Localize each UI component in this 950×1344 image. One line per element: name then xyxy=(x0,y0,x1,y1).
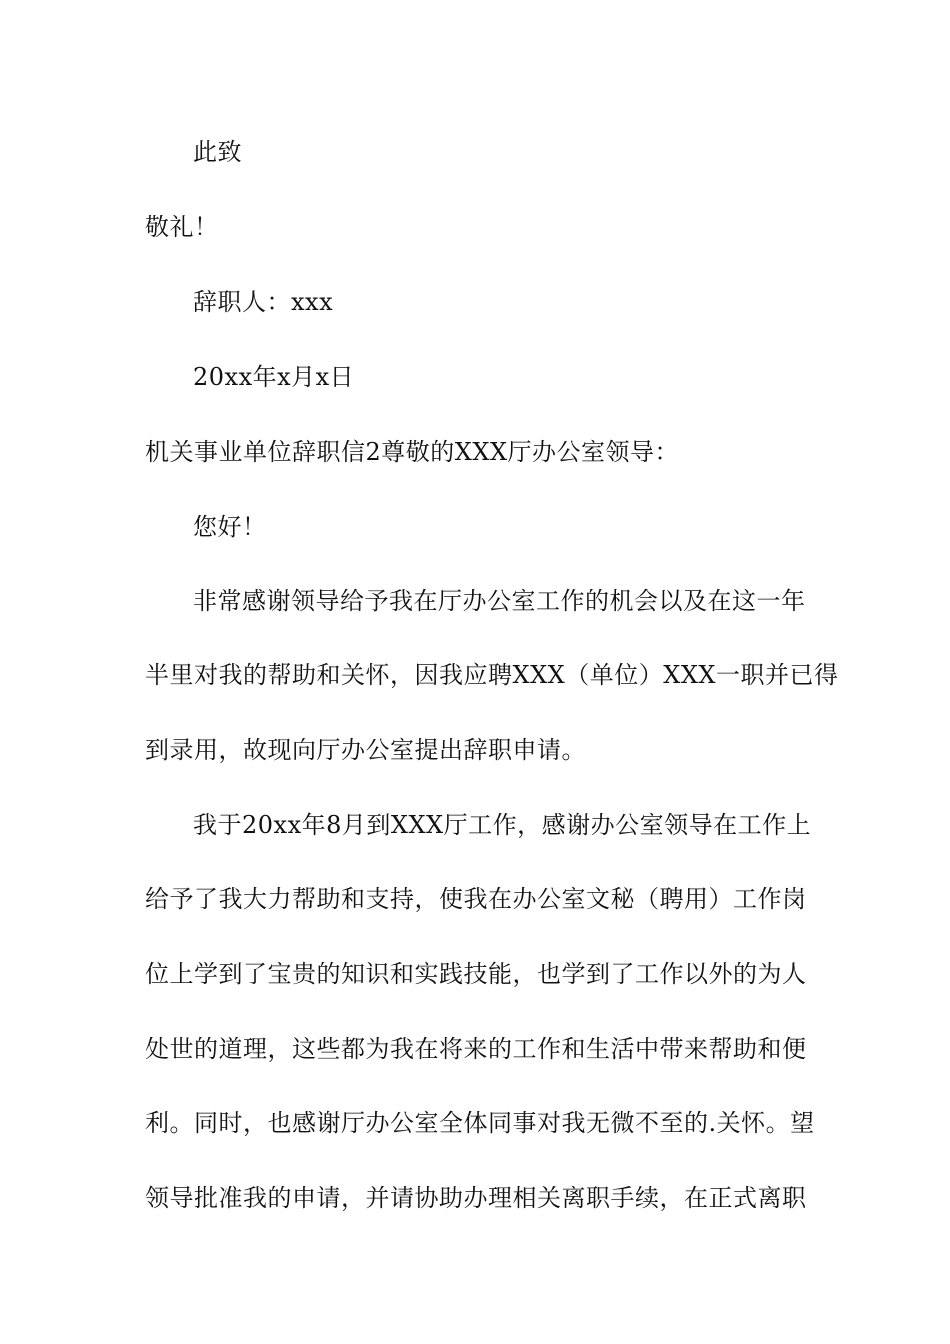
paragraph-line: 利。同时，也感谢厅办公室全体同事对我无微不至的.关怀。望 xyxy=(145,1109,815,1137)
paragraph-line: 给予了我大力帮助和支持，使我在办公室文秘（聘用）工作岗 xyxy=(145,885,807,913)
signature-date: 20xx年x月x日 xyxy=(193,363,355,391)
letter-heading-greeting: 机关事业单位辞职信2尊敬的XXX厅办公室领导： xyxy=(145,438,680,466)
letter-greeting: 您好！ xyxy=(193,513,267,541)
paragraph-line: 处世的道理，这些都为我在将来的工作和生活中带来帮助和便 xyxy=(145,1035,807,1063)
paragraph-line: 到录用，故现向厅办公室提出辞职申请。 xyxy=(145,736,586,764)
paragraph-line: 领导批准我的申请，并请协助办理相关离职手续，在正式离职 xyxy=(145,1184,807,1212)
paragraph-line: 非常感谢领导给予我在厅办公室工作的机会以及在这一年 xyxy=(193,587,806,615)
closing-salutation: 此致 xyxy=(193,138,242,166)
closing-regards: 敬礼！ xyxy=(145,213,219,241)
paragraph-line: 我于20xx年8月到XXX厅工作，感谢办公室领导在工作上 xyxy=(193,811,812,839)
paragraph-line: 半里对我的帮助和关怀，因我应聘XXX（单位）XXX一职并已得 xyxy=(145,661,839,689)
signature-name: 辞职人：xxx xyxy=(193,288,334,316)
paragraph-line: 位上学到了宝贵的知识和实践技能，也学到了工作以外的为人 xyxy=(145,960,807,988)
